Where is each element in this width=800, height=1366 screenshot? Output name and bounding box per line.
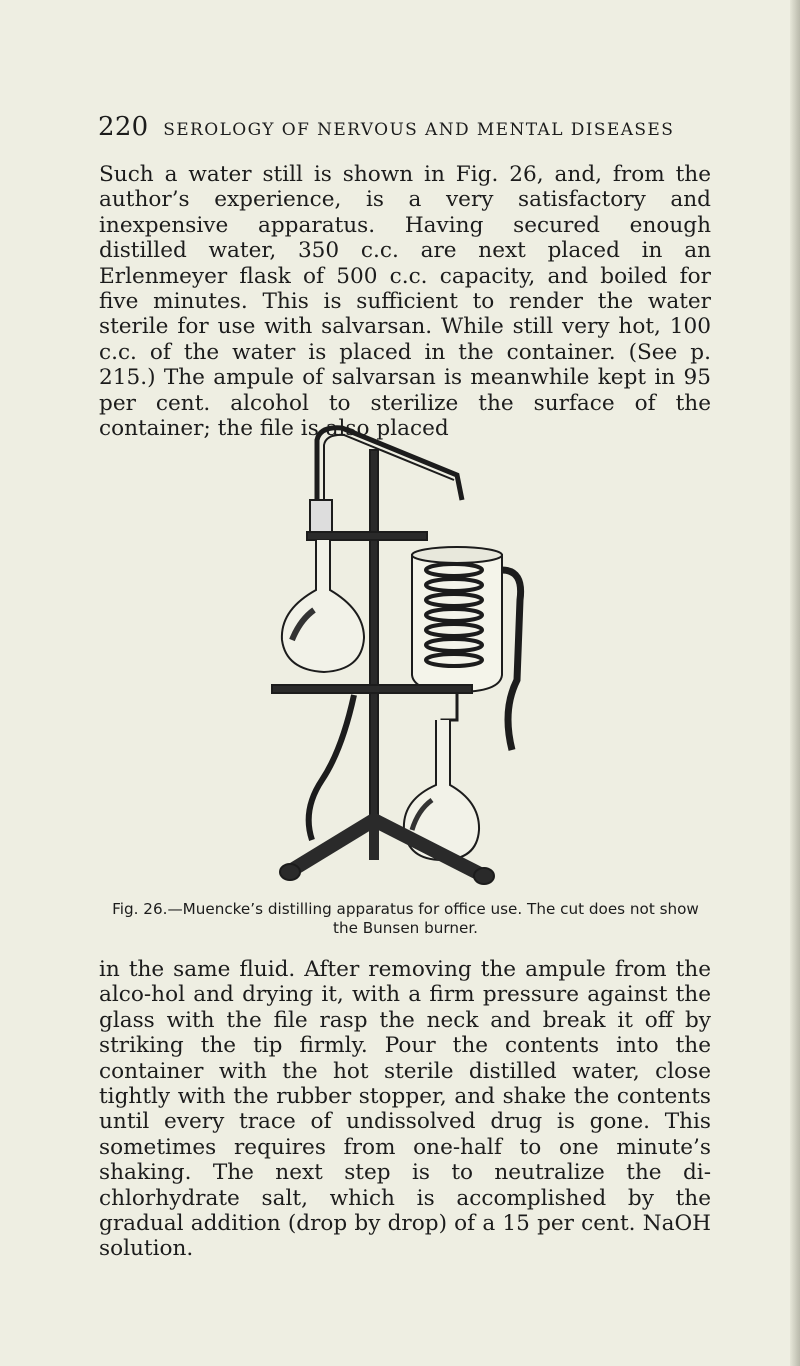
page-number: 220 [98, 112, 149, 142]
page-edge-shadow [790, 0, 800, 1366]
running-header [98, 112, 718, 142]
paragraph-first: Such a water still is shown in Fig. 26, and, from the author’s experience, is a very satisfactory and inexpensive apparatus. Having secured enough distilled water, 350 c.c. are next placed in an Erlenmeyer flask of 500 c.c. capacity, and boiled for five minutes. This is sufficient to render the water sterile for use with salvarsan. While still very hot, 100 c.c. of the water is placed in the container. (See p. 215.) The ampule of salvarsan is meanwhile kept in 95 per cent. alcohol to sterilize the surface of the container; the file is also placed [99, 162, 711, 442]
distilling-apparatus-illustration [262, 420, 532, 890]
apparatus-drawing [262, 420, 532, 890]
running-title: SEROLOGY OF NERVOUS AND MENTAL DISEASES [163, 120, 675, 140]
paragraph-second: in the same fluid. After removing the ampule from the alco-hol and drying it, with a firm pressure against the glass with the file rasp the neck and break it off by striking the tip firmly. Pour the contents into the container with the hot sterile distilled water, close tightly with the rubber stopper, and shake the contents until every trace of undissolved drug is gone. This sometimes requires from one-half to one minute’s shaking. The next step is to neutralize the di-chlorhydrate salt, which is accomplished by the gradual addition (drop by drop) of a 15 per cent. NaOH solution. [99, 957, 711, 1262]
figure-caption: Fig. 26.—Muencke’s distilling apparatus for office use. The cut does not show the Bunsen burner. [112, 900, 699, 937]
